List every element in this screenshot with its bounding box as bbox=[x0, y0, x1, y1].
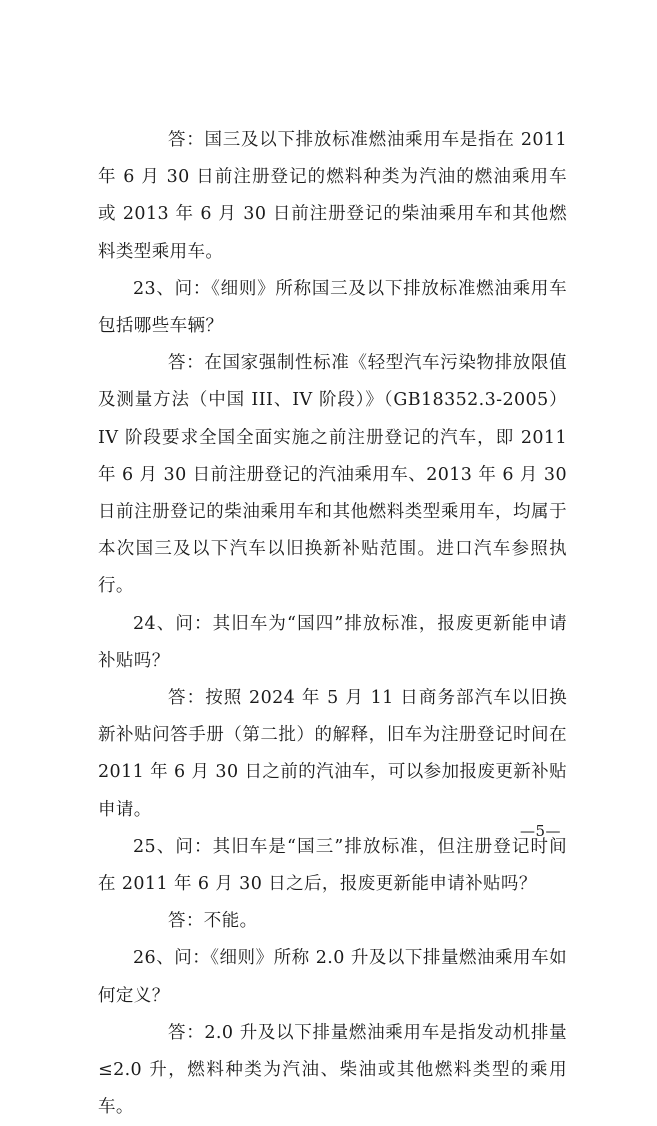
answer-paragraph-23: 答：在国家强制性标准《轻型汽车污染物排放限值及测量方法（中国 III、IV 阶段）》（GB18352.3-2005）IV 阶段要求全国全面实施之前注册登记的汽车，即 2011 年 6 月 30 日前注册登记的汽油乘用车、2013 年 6 月 30 日前注册登记的柴油乘用车和其他燃料类型乘用车，均属于本次国三及以下汽车以旧换新补贴范围。进口汽车参照执行。 bbox=[98, 353, 567, 597]
answer-paragraph-26: 答：2.0 升及以下排量燃油乘用车是指发动机排量≤2.0 升，燃料种类为汽油、柴油或其他燃料类型的乘用车。 bbox=[98, 1022, 567, 1118]
question-paragraph-24: 24、问：其旧车为“国四”排放标准，报废更新能申请补贴吗？ bbox=[98, 613, 567, 671]
answer-paragraph-25: 答：不能。 bbox=[168, 911, 258, 932]
question-paragraph-23: 23、问：《细则》所称国三及以下排放标准燃油乘用车包括哪些车辆？ bbox=[98, 278, 567, 337]
page-number: —5— bbox=[520, 822, 562, 840]
question-paragraph-25: 25、问：其旧车是“国三”排放标准，但注册登记时间在 2011 年 6 月 30 日之后，报废更新能申请补贴吗？ bbox=[98, 836, 567, 895]
body-text bbox=[98, 122, 567, 1126]
answer-paragraph-22: 答：国三及以下排放标准燃油乘用车是指在 2011 年 6 月 30 日前注册登记的燃料种类为汽油的燃油乘用车或 2013 年 6 月 30 日前注册登记的柴油乘用车和其他燃料类型乘用车。 bbox=[98, 130, 567, 262]
answer-paragraph-24: 答：按照 2024 年 5 月 11 日商务部汽车以旧换新补贴问答手册（第二批）的解释，旧车为注册登记时间在 2011 年 6 月 30 日之前的汽油车，可以参加报废更新补贴申请。 bbox=[98, 688, 567, 820]
question-paragraph-26: 26、问：《细则》所称 2.0 升及以下排量燃油乘用车如何定义？ bbox=[98, 948, 567, 1006]
